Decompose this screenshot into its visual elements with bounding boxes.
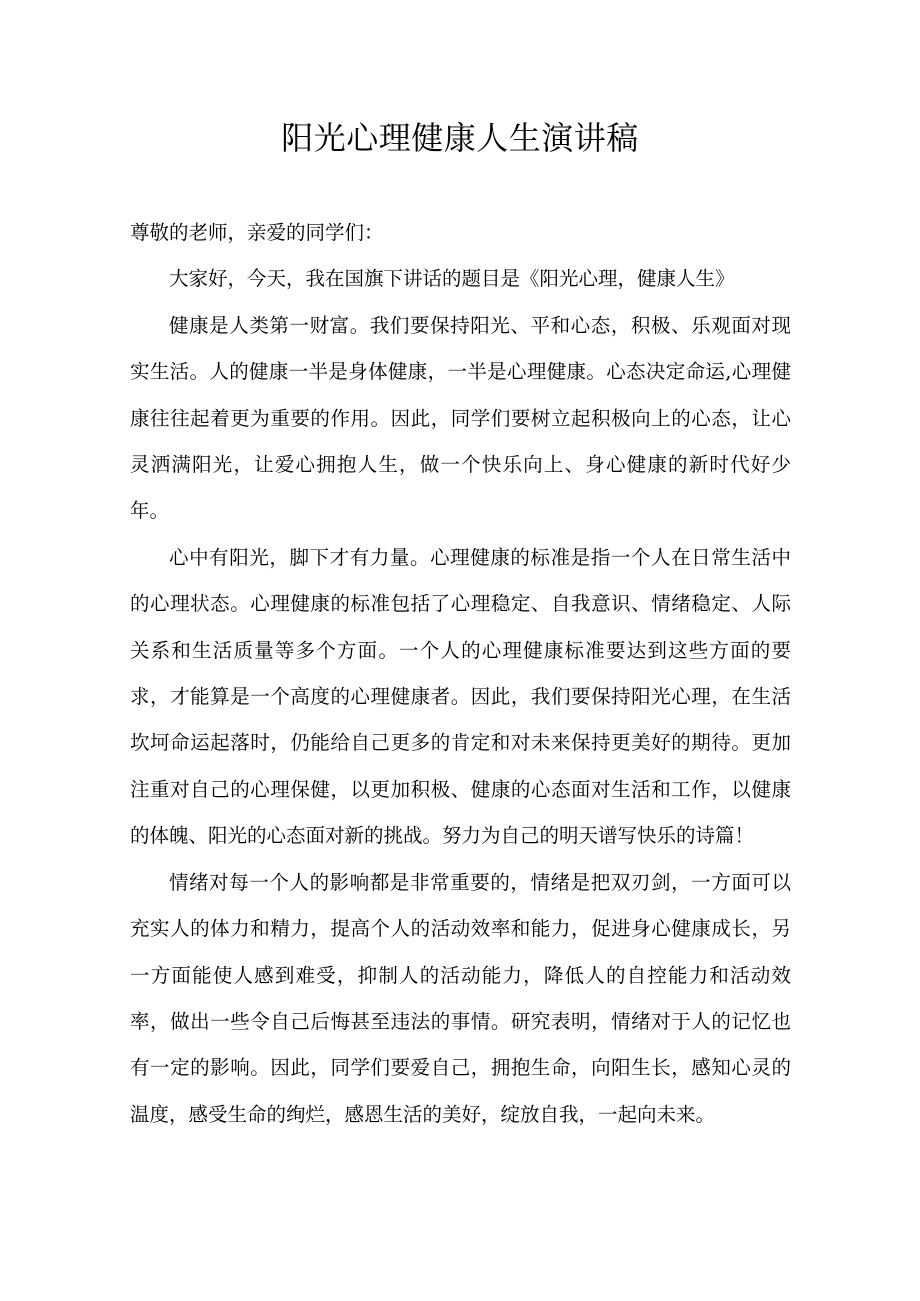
greeting: 尊敬的老师，亲爱的同学们： — [130, 221, 384, 244]
paragraph-health: 健康是人类第一财富。我们要保持阳光、平和心态，积极、乐观面对现实生活。人的健康一半是身体健康，一半是心理健康。心态决定命运,心理健康往往起着更为重要的作用。因此，同学们要树立起积极向上的心态，让心灵洒满阳光，让爱心拥抱人生，做一个快乐向上、身心健康的新时代好少年。 — [130, 313, 791, 523]
paragraph-emotion: 情绪对每一个人的影响都是非常重要的，情绪是把双刃剑，一方面可以充实人的体力和精力，提高个人的活动效率和能力，促进身心健康成长，另一方面能使人感到难受，抑制人的活动能力，降低人的自控能力和活动效率，做出一些令自己后悔甚至违法的事情。研究表明，情绪对于人的记忆也有一定的影响。因此，同学们要爱自己，拥抱生命，向阳生长，感知心灵的温度，感受生命的绚烂，感恩生活的美好，绽放自我，一起向未来。 — [130, 870, 791, 1126]
document-title: 阳光心理健康人生演讲稿 — [281, 119, 639, 157]
paragraph-sunshine: 心中有阳光，脚下才有力量。心理健康的标准是指一个人在日常生活中的心理状态。心理健康的标准包括了心理稳定、自我意识、情绪稳定、人际关系和生活质量等多个方面。一个人的心理健康标准要达到这些方面的要求，才能算是一个高度的心理健康者。因此，我们要保持阳光心理，在生活坎坷命运起落时，仍能给自己更多的肯定和对未来保持更美好的期待。更加注重对自己的心理保健，以更加积极、健康的心态面对生活和工作，以健康的体魄、阳光的心态面对新的挑战。努力为自己的明天谱写快乐的诗篇！ — [130, 545, 791, 848]
document-body — [130, 210, 791, 1138]
paragraph-opening: 大家好，今天，我在国旗下讲话的题目是《阳光心理，健康人生》 — [169, 267, 735, 291]
